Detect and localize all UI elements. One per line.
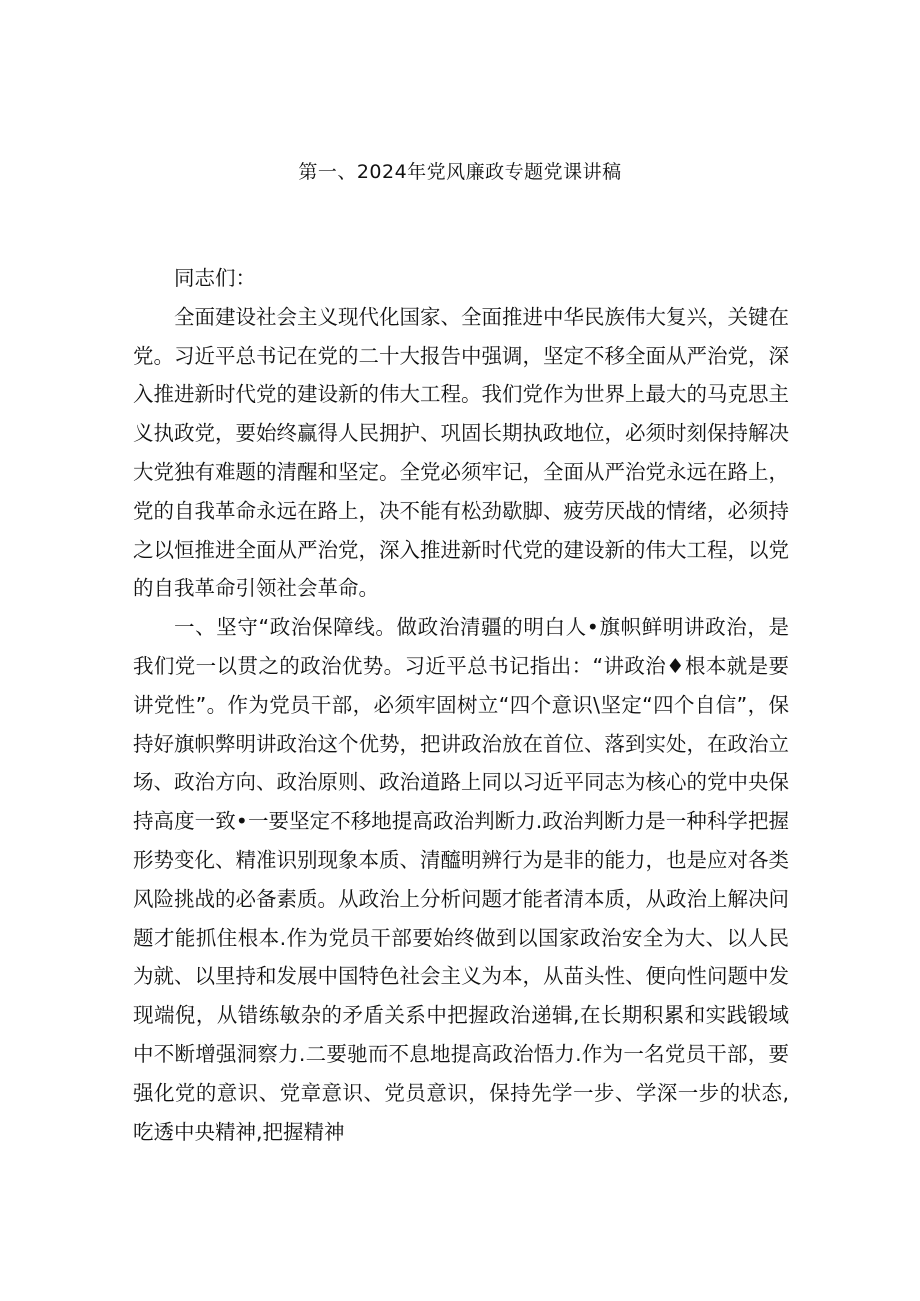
salutation: 同志们： <box>174 266 256 290</box>
document-body <box>133 259 789 1151</box>
paragraph-section-one: 一、坚守“政治保障线。做政治清疆的明白人•旗帜鲜明讲政治，是我们党一以贯之的政治优势。习近平总书记指出：“讲政治♦根本就是要讲党性”。作为党员干部，必须牢固树立“四个意识\坚定“四个自信”，保持好旗帜弊明讲政治这个优势，把讲政治放在首位、落到实处，在政治立场、政治方向、政治原则、政治道路上同以习近平同志为核心的党中央保持高度一致•一要坚定不移地提高政治判断力.政治判断力是一种科学把握形势变化、精准识别现象本质、清醯明辨行为是非的能力，也是应对各类风险挑战的必备素质。从政治上分析问题才能者清本质，从政治上解决问题才能抓住根本.作为党员干部要始终做到以国家政治安全为大、以人民为就、以里持和发展中国特色社会主义为本，从苗头性、便向性问题中发现端倪，从错练敏杂的矛盾关系中把握政治递辑,在长期积累和实践锻域中不断增强洞察力.二要驰而不息地提高政治悟力.作为一名党员干部，要强化党的意识、党章意识、党员意识，保持先学一步、学深一步的状态,吃透中央精神,把握精神 <box>133 615 789 1144</box>
document-title: 第一、2024年党风廉政专题党课讲稿 <box>298 161 622 183</box>
paragraph-intro: 全面建设社会主义现代化国家、全面推进中华民族伟大复兴，关键在党。习近平总书记在党的二十大报告中强调，坚定不移全面从严治党，深入推进新时代党的建设新的伟大工程。我们党作为世界上最大的马克思主义执政党，要始终赢得人民拥护、巩固长期执政地位，必须时刻保持解决大党独有难题的清醒和坚定。全党必须牢记，全面从严治党永远在路上，党的自我革命永远在路上，决不能有松劲歇脚、疲劳厌战的情绪，必须持之以恒推进全面从严治党，深入推进新时代党的建设新的伟大工程，以党的自我革命引领社会革命。 <box>133 304 789 601</box>
